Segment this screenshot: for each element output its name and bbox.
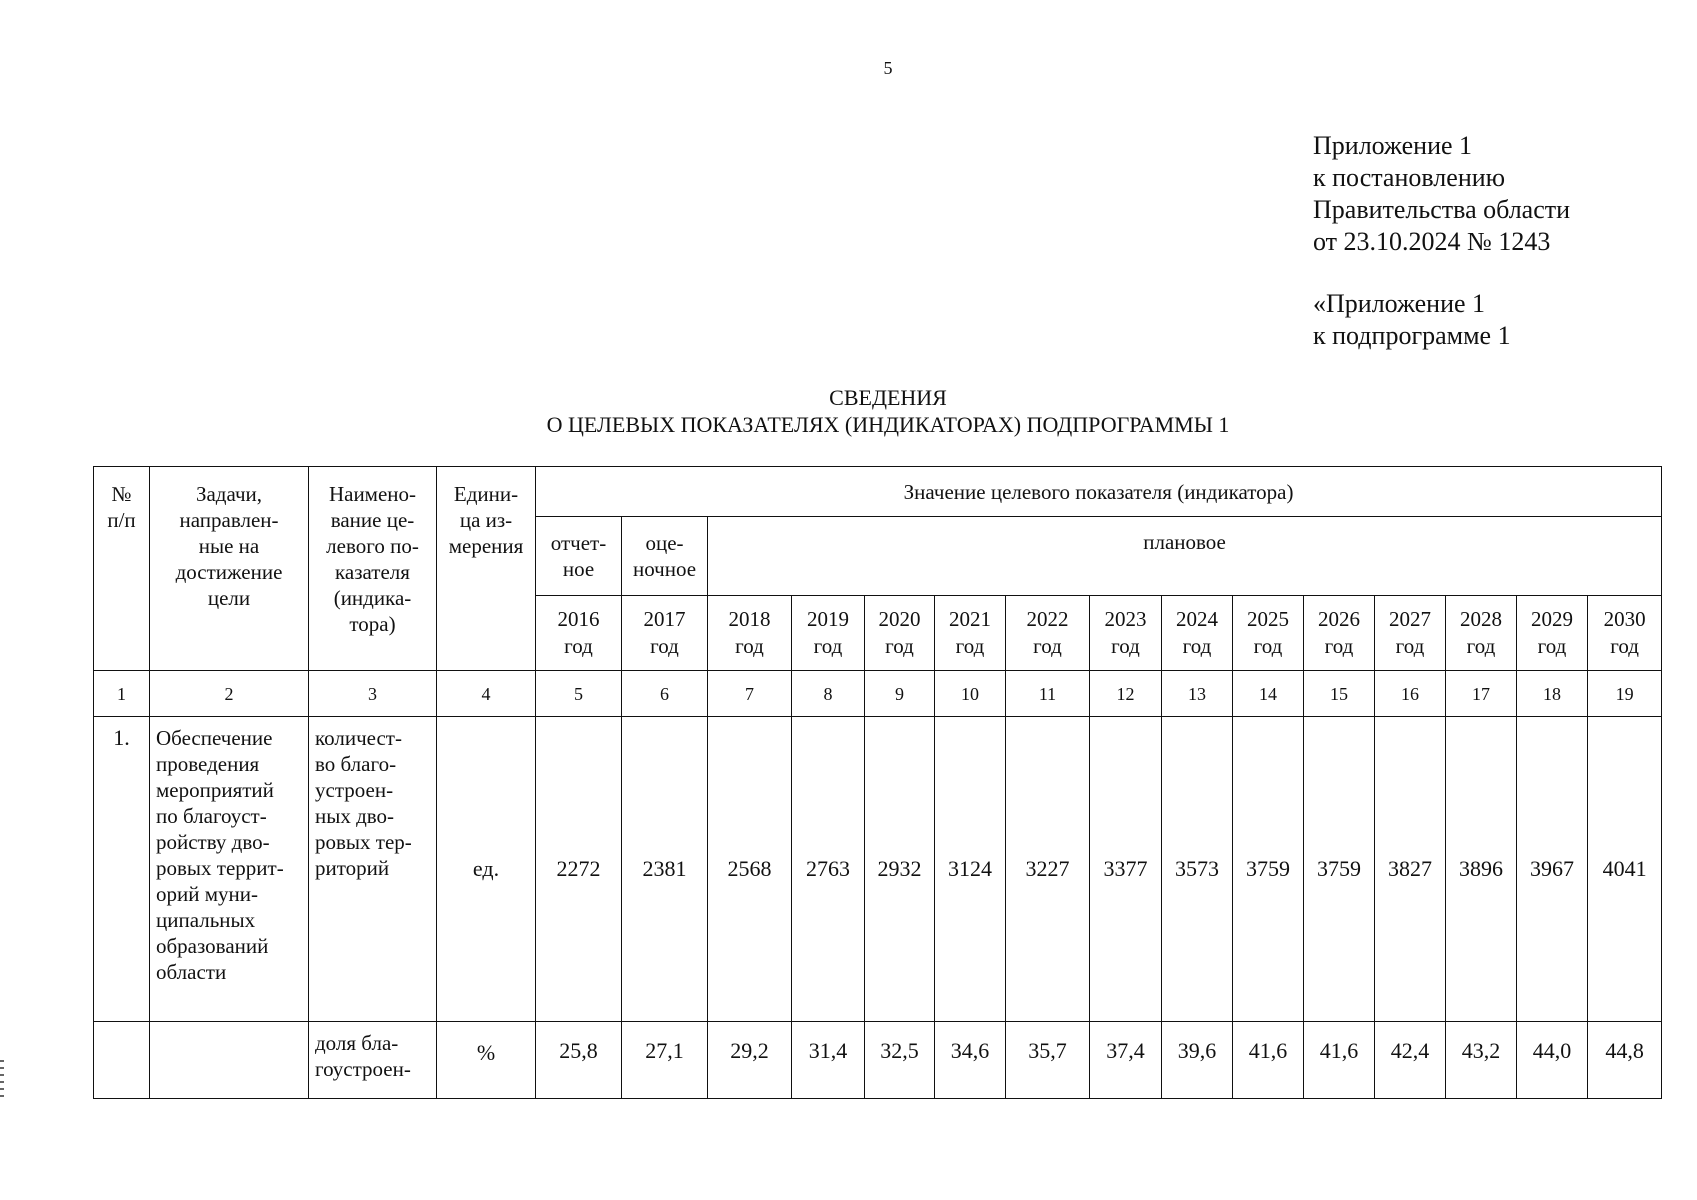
column-number: 14 (1233, 671, 1304, 717)
column-number: 4 (437, 671, 536, 717)
column-number: 19 (1588, 671, 1662, 717)
appendix-line-1: Приложение 1 (1313, 131, 1473, 160)
value-cell: 3759 (1304, 717, 1375, 1022)
value-cell: 2272 (536, 717, 622, 1022)
value-cell: 44,8 (1588, 1022, 1662, 1099)
column-number: 6 (622, 671, 708, 717)
column-number: 16 (1375, 671, 1446, 717)
value-cell: 39,6 (1162, 1022, 1233, 1099)
year-header: 2030 год (1588, 596, 1662, 671)
value-cell: 3967 (1517, 717, 1588, 1022)
table-row (94, 1022, 1662, 1099)
indicators-table (93, 466, 1662, 1099)
value-cell: 27,1 (622, 1022, 708, 1099)
header-tasks: Задачи, направлен- ные на достижение цели (150, 467, 309, 671)
column-number: 11 (1006, 671, 1090, 717)
year-header: 2027 год (1375, 596, 1446, 671)
column-number: 3 (309, 671, 437, 717)
year-header: 2020 год (865, 596, 935, 671)
header-reported: отчет- ное (536, 517, 622, 596)
value-cell: 32,5 (865, 1022, 935, 1099)
value-cell: 31,4 (792, 1022, 865, 1099)
value-cell: 3759 (1233, 717, 1304, 1022)
value-cell: 2763 (792, 717, 865, 1022)
year-header: 2029 год (1517, 596, 1588, 671)
year-header: 2019 год (792, 596, 865, 671)
value-cell: 3227 (1006, 717, 1090, 1022)
document-title (0, 384, 1697, 438)
column-number: 1 (94, 671, 150, 717)
row-task: Обеспечение проведения мероприятий по благоуст- ройству дво- ровых террит- орий муни- ципальных образований области (150, 717, 309, 1022)
year-header: 2026 год (1304, 596, 1375, 671)
year-header: 2024 год (1162, 596, 1233, 671)
value-cell: 42,4 (1375, 1022, 1446, 1099)
appendix-block (1313, 130, 1570, 352)
page-number: 5 (883, 58, 893, 78)
value-cell: 35,7 (1006, 1022, 1090, 1099)
value-cell: 3896 (1446, 717, 1517, 1022)
value-cell: 43,2 (1446, 1022, 1517, 1099)
year-header: 2017 год (622, 596, 708, 671)
value-cell: 2932 (865, 717, 935, 1022)
title-line-2: О ЦЕЛЕВЫХ ПОКАЗАТЕЛЯХ (ИНДИКАТОРАХ) ПОДПРОГРАММЫ 1 (546, 412, 1230, 437)
value-cell: 41,6 (1233, 1022, 1304, 1099)
column-number: 8 (792, 671, 865, 717)
value-cell: 3573 (1162, 717, 1233, 1022)
header-indicator-name: Наимено- вание це- левого по- казателя (индика- тора) (309, 467, 437, 671)
appendix-line-4: от 23.10.2024 № 1243 (1313, 227, 1551, 256)
header-planned: плановое (708, 517, 1662, 596)
column-number: 2 (150, 671, 309, 717)
year-header: 2025 год (1233, 596, 1304, 671)
table-row (94, 717, 1662, 1022)
column-number-row (94, 671, 1662, 717)
header-value: Значение целевого показателя (индикатора) (536, 467, 1662, 517)
value-cell: 3827 (1375, 717, 1446, 1022)
appendix-line-5: «Приложение 1 (1313, 289, 1486, 318)
appendix-line-2: к постановлению (1313, 163, 1506, 192)
year-header: 2022 год (1006, 596, 1090, 671)
value-cell: 3124 (935, 717, 1006, 1022)
appendix-gap (1313, 258, 1570, 288)
appendix-line-3: Правительства области (1313, 195, 1571, 224)
header-estimated: оце- ночное (622, 517, 708, 596)
row-unit: ед. (437, 717, 536, 1022)
header-unit: Едини- ца из- мерения (437, 467, 536, 671)
appendix-line-6: к подпрограмме 1 (1313, 321, 1511, 350)
value-cell: 29,2 (708, 1022, 792, 1099)
row-unit: % (437, 1022, 536, 1099)
value-cell: 3377 (1090, 717, 1162, 1022)
column-number: 13 (1162, 671, 1233, 717)
value-cell: 2381 (622, 717, 708, 1022)
column-number: 10 (935, 671, 1006, 717)
value-cell: 4041 (1588, 717, 1662, 1022)
row-task (150, 1022, 309, 1099)
column-number: 5 (536, 671, 622, 717)
column-number: 18 (1517, 671, 1588, 717)
year-header: 2016 год (536, 596, 622, 671)
year-header: 2021 год (935, 596, 1006, 671)
value-cell: 2568 (708, 717, 792, 1022)
year-header: 2028 год (1446, 596, 1517, 671)
column-number: 17 (1446, 671, 1517, 717)
scan-edge-marks (0, 1060, 4, 1100)
row-number (94, 1022, 150, 1099)
year-header: 2023 год (1090, 596, 1162, 671)
column-number: 12 (1090, 671, 1162, 717)
value-cell: 37,4 (1090, 1022, 1162, 1099)
header-no: № п/п (94, 467, 150, 671)
value-cell: 34,6 (935, 1022, 1006, 1099)
row-number: 1. (94, 717, 150, 1022)
value-cell: 44,0 (1517, 1022, 1588, 1099)
value-cell: 25,8 (536, 1022, 622, 1099)
title-line-1: СВЕДЕНИЯ (829, 385, 947, 410)
row-indicator: количест- во благо- устроен- ных дво- ровых тер- риторий (309, 717, 437, 1022)
year-header: 2018 год (708, 596, 792, 671)
column-number: 7 (708, 671, 792, 717)
column-number: 15 (1304, 671, 1375, 717)
column-number: 9 (865, 671, 935, 717)
value-cell: 41,6 (1304, 1022, 1375, 1099)
row-indicator: доля бла- гоустроен- (309, 1022, 437, 1099)
